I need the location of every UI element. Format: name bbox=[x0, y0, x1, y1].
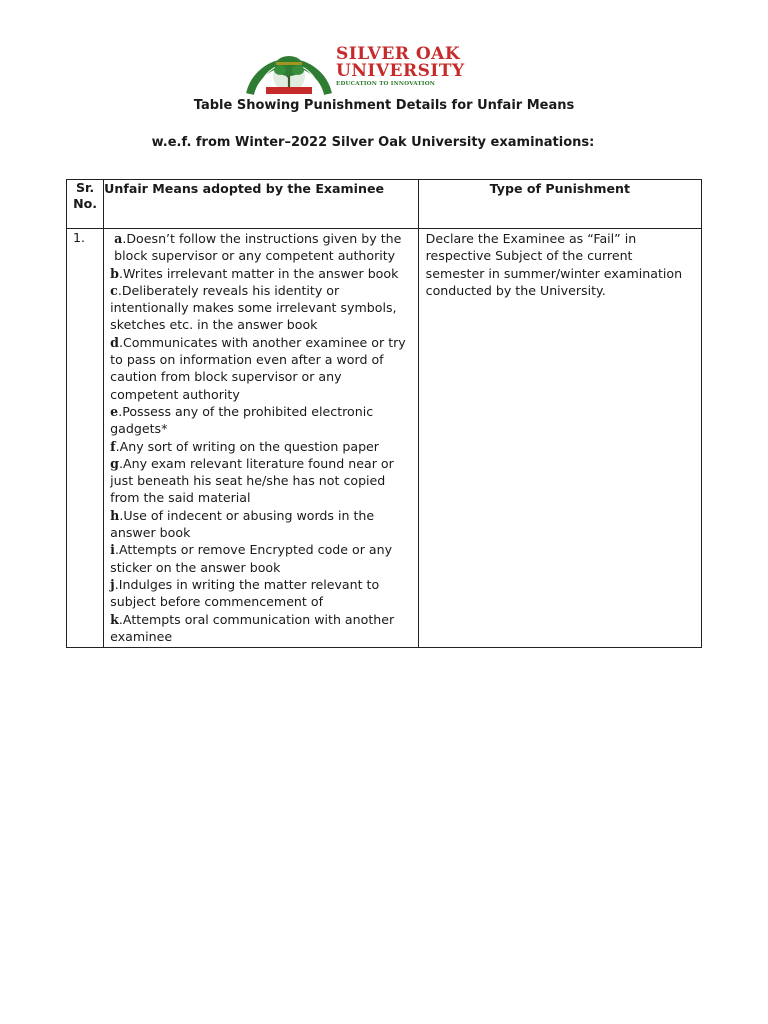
list-item-h: h.Use of indecent or abusing words in the answer book bbox=[110, 507, 375, 541]
list-item-i: i.Attempts or remove Encrypted code or any sticker on the answer book bbox=[110, 542, 393, 575]
list-item-a: a.Doesn’t follow the instructions given by the block supervisor or any competent authority bbox=[114, 231, 402, 264]
list-item-b: b.Writes irrelevant matter in the answer book bbox=[110, 265, 399, 281]
item-text: Communicates with another examinee or try to pass on information even after a word of caution from block supervisor or any competent authority bbox=[110, 334, 406, 402]
item-text: Any sort of writing on the question paper bbox=[119, 438, 379, 454]
list-item-j: j.Indulges in writing the matter relevant to subject before commencement of bbox=[110, 576, 380, 610]
university-tagline: EDUCATION TO INNOVATION bbox=[336, 81, 436, 87]
punishment-table bbox=[66, 179, 702, 648]
header-unfair-means: Unfair Means adopted by the Examinee bbox=[104, 180, 418, 229]
document-title: Table Showing Punishment Details for Unfair Means bbox=[193, 98, 575, 113]
item-letter: b bbox=[110, 265, 119, 281]
item-text: Deliberately reveals his identity or intentionally makes some irrelevant symbols, sketches etc. in the answer book bbox=[110, 282, 397, 333]
list-item-e: e.Possess any of the prohibited electronic gadgets* bbox=[110, 403, 374, 437]
item-text: Indulges in writing the matter relevant to subject before commencement of bbox=[110, 576, 380, 610]
list-item-f: f.Any sort of writing on the question paper bbox=[110, 438, 379, 454]
row-sr-number: 1. bbox=[67, 229, 104, 648]
university-header bbox=[246, 38, 486, 96]
unfair-means-list bbox=[104, 229, 418, 648]
university-name bbox=[336, 46, 465, 80]
item-letter: a bbox=[114, 231, 123, 246]
table-row bbox=[67, 229, 702, 648]
list-item-g: g.Any exam relevant literature found near or just beneath his seat he/she has not copied from the said material bbox=[110, 455, 394, 506]
list-item-c: c.Deliberately reveals his identity or intentionally makes some irrelevant symbols, sketches etc. in the answer book bbox=[110, 282, 397, 333]
item-letter: k bbox=[110, 611, 119, 627]
item-letter: g bbox=[110, 455, 119, 471]
item-text: Doesn’t follow the instructions given by the block supervisor or any competent authority bbox=[114, 231, 402, 264]
list-item-k: k.Attempts oral communication with another examinee bbox=[110, 611, 395, 644]
item-text: Attempts or remove Encrypted code or any sticker on the answer book bbox=[110, 542, 393, 575]
item-text: Any exam relevant literature found near or just beneath his seat he/she has not copied from the said material bbox=[110, 455, 394, 506]
item-letter: i bbox=[110, 542, 115, 558]
header-sr-no: Sr. No. bbox=[67, 180, 104, 229]
item-letter: f bbox=[110, 438, 116, 454]
item-text: Use of indecent or abusing words in the answer book bbox=[110, 507, 375, 541]
header-punishment-type: Type of Punishment bbox=[418, 180, 701, 229]
university-seal-logo bbox=[246, 38, 332, 96]
item-letter: e bbox=[110, 403, 119, 419]
item-text: Attempts oral communication with another examinee bbox=[110, 611, 395, 644]
university-name-line2: UNIVERSITY bbox=[336, 61, 465, 81]
table-header-row bbox=[67, 180, 702, 229]
item-letter: h bbox=[110, 507, 120, 523]
list-item-d: d.Communicates with another examinee or try to pass on information even after a word of caution from block supervisor or any competent authority bbox=[110, 334, 406, 402]
item-letter: c bbox=[110, 282, 118, 298]
item-text: Possess any of the prohibited electronic gadgets* bbox=[110, 403, 374, 437]
document-subtitle: w.e.f. from Winter–2022 Silver Oak University examinations: bbox=[151, 135, 595, 150]
item-letter: j bbox=[110, 576, 115, 592]
punishment-description: Declare the Examinee as “Fail” in respective Subject of the current semester in summer/winter examination conducted by the University. bbox=[418, 229, 701, 648]
university-name-line1: SILVER OAK bbox=[336, 44, 461, 64]
item-text: Writes irrelevant matter in the answer book bbox=[123, 265, 399, 281]
item-letter: d bbox=[110, 334, 119, 350]
